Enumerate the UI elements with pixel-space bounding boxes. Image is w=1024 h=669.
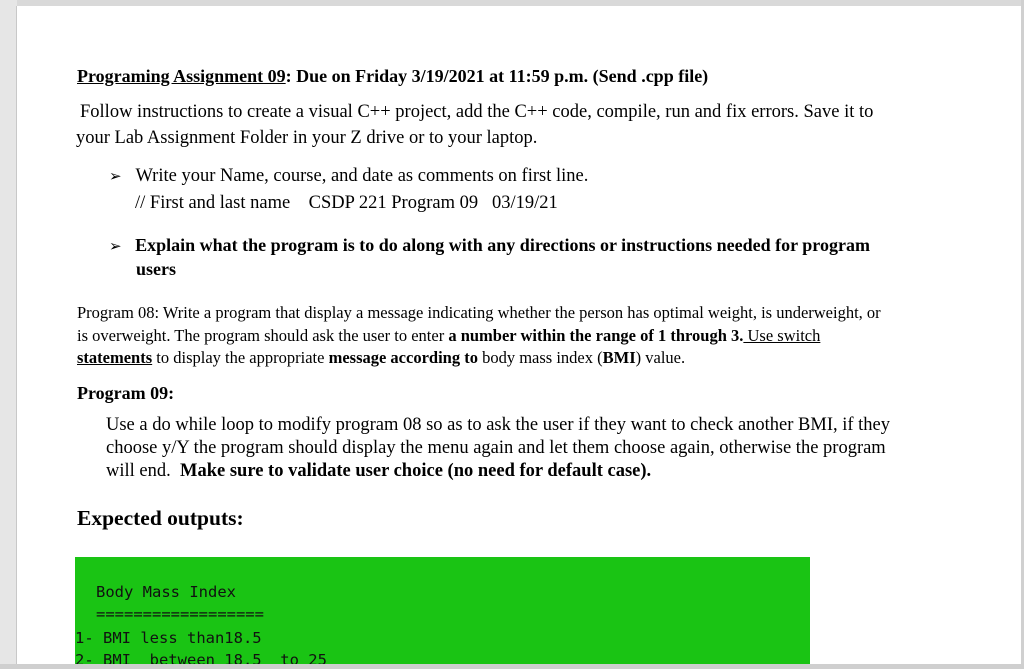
assignment-heading [77, 66, 708, 87]
expected-outputs-title: Expected outputs: [77, 506, 244, 530]
console-output [75, 557, 810, 664]
bullet-item-name [109, 166, 588, 187]
program09-line-3 [106, 461, 651, 482]
program09-line-1: Use a do while loop to modify program 08 so as to ask the user if they want to check another BMI, if they [106, 415, 891, 435]
arrow-bullet-icon: ➢ [109, 237, 122, 255]
text-run: will end. [106, 461, 180, 481]
arrow-bullet-icon: ➢ [109, 167, 122, 185]
text-run: ) value. [635, 348, 686, 367]
heading-due: : Due on Friday 3/19/2021 at 11:59 p.m. (Send .cpp file) [285, 66, 709, 86]
bold-run: Make sure to validate user choice (no need for default case). [180, 461, 652, 481]
bullet-text: Explain what the program is to do along with any directions or instructions needed for program [135, 235, 870, 255]
bullet-text: Write your Name, course, and date as comments on first line. [135, 166, 589, 186]
comment-example: // First and last name CSDP 221 Program 09 03/19/21 [135, 193, 558, 213]
console-line: 2- BMI between 18.5 to 25 [75, 651, 327, 664]
bullet-item-explain [109, 235, 870, 256]
bold-run: message according to [328, 348, 478, 367]
text-run: body mass index ( [477, 348, 603, 367]
program08-line-2 [77, 326, 820, 346]
console-line: ================== [96, 605, 264, 623]
window-bottom-edge [0, 664, 1024, 669]
console-line: 1- BMI less than18.5 [75, 629, 262, 647]
intro-line-1: Follow instructions to create a visual C++ project, add the C++ code, compile, run and fix errors. Save it to [80, 102, 874, 122]
underlined-run: Use switch [743, 326, 821, 345]
intro-line-2: your Lab Assignment Folder in your Z drive or to your laptop. [76, 128, 538, 148]
bullet-text-cont: users [136, 259, 176, 279]
program09-line-2: choose y/Y the program should display the menu again and let them choose again, otherwise the program [106, 438, 886, 458]
text-run: to display the appropriate [152, 348, 329, 367]
program08-line-3 [77, 348, 685, 368]
program08-line-1: Program 08: Write a program that display a message indicating whether the person has optimal weight, is underweight, or [77, 303, 881, 322]
document-page [17, 6, 1021, 664]
bold-run: a number within the range of 1 through 3. [448, 326, 744, 345]
window-left-edge [0, 0, 17, 669]
bold-run: BMI [602, 348, 636, 367]
heading-label: Programing Assignment 09 [77, 66, 286, 86]
text-run: is overweight. The program should ask the user to enter [77, 326, 449, 345]
bold-underlined-run: statements [77, 348, 153, 367]
program09-title: Program 09: [77, 383, 175, 403]
console-line: Body Mass Index [96, 583, 236, 601]
